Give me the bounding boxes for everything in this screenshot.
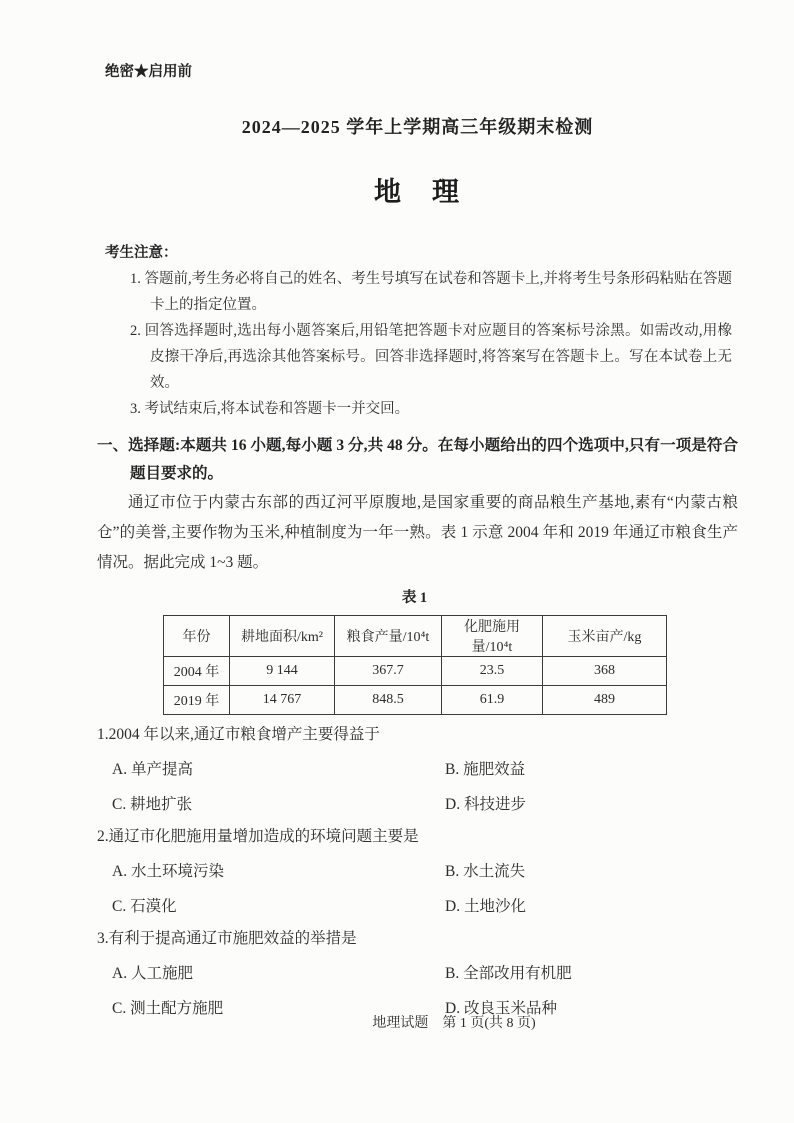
option-row [97,793,738,817]
question-3 [97,927,738,1021]
table-header-cell: 粮食产量/10⁴t [335,616,442,657]
option-b: B. 施肥效益 [445,761,526,778]
option-a: A. 水土环境污染 [112,863,224,880]
option-d: D. 科技进步 [445,796,526,813]
table-row [164,686,667,715]
table-cell: 9 144 [230,657,335,686]
option-row [97,860,738,884]
option-row [97,962,738,986]
option-b: B. 水土流失 [445,863,526,880]
table-header-row [164,616,667,657]
page-footer: 地理试题 第 1 页(共 8 页) [372,1016,536,1031]
option-c: C. 石漠化 [112,898,177,915]
option-b: B. 全部改用有机肥 [445,965,572,982]
candidate-notice [105,240,738,422]
table-cell: 848.5 [335,686,442,715]
section-heading: 一、选择题:本题共 16 小题,每小题 3 分,共 48 分。在每小题给出的四个选项中,只有一项是符合题目要求的。 [97,437,738,482]
option-row [97,895,738,919]
notice-heading: 考生注意： [105,245,178,261]
table-cell: 61.9 [442,686,543,715]
table-cell: 2004 年 [164,657,230,686]
option-row [97,758,738,782]
notice-item: 1. 答题前,考生务必将自己的姓名、考生号填写在试卷和答题卡上,并将考生号条形码粘贴在答题卡上的指定位置。 [130,271,732,313]
option-d: D. 土地沙化 [445,898,526,915]
table-header-cell: 耕地面积/km² [230,616,335,657]
table-header-cell: 年份 [164,616,230,657]
table-cell: 367.7 [335,657,442,686]
question-2 [97,825,738,919]
page-content [97,114,738,1021]
option-a: A. 单产提高 [112,761,193,778]
option-a: A. 人工施肥 [112,965,193,982]
question-stem: 3.有利于提高通辽市施肥效益的举措是 [97,930,357,947]
table-header-cell: 化肥施用量/10⁴t [442,616,543,657]
exam-title: 2024—2025 学年上学期高三年级期末检测 [241,117,594,137]
notice-item: 2. 回答选择题时,选出每小题答案后,用铅笔把答题卡对应题目的答案标号涂黑。如需改动,用橡皮擦干净后,再选涂其他答案标号。回答非选择题时,将答案写在答题卡上。写在本试卷上无效。 [130,323,732,391]
table-header-cell: 玉米亩产/kg [543,616,667,657]
option-c: C. 耕地扩张 [112,796,193,813]
question-intro: 通辽市位于内蒙古东部的西辽河平原腹地,是国家重要的商品粮生产基地,素有“内蒙古粮仓”的美誉,主要作物为玉米,种植制度为一年一熟。表 1 示意 2004 年和 2019 年通辽市粮食生产情况。据此完成 1~3 题。 [97,494,738,571]
subject-title: 地 理 [374,177,461,207]
table-cell: 23.5 [442,657,543,686]
security-marking: 绝密★启用前 [105,64,192,80]
table-cell: 489 [543,686,667,715]
question-stem: 2.通辽市化肥施用量增加造成的环境问题主要是 [97,828,419,845]
question-stem: 1.2004 年以来,通辽市粮食增产主要得益于 [97,726,380,743]
table-cell: 368 [543,657,667,686]
option-d: D. 改良玉米品种 [445,1000,557,1017]
option-c: C. 测土配方施肥 [112,1000,224,1017]
table-cell: 14 767 [230,686,335,715]
table-cell: 2019 年 [164,686,230,715]
table-caption: 表 1 [401,590,428,606]
data-table [163,615,667,715]
question-1 [97,723,738,817]
notice-item: 3. 考试结束后,将本试卷和答题卡一并交回。 [130,401,410,417]
table-row [164,657,667,686]
